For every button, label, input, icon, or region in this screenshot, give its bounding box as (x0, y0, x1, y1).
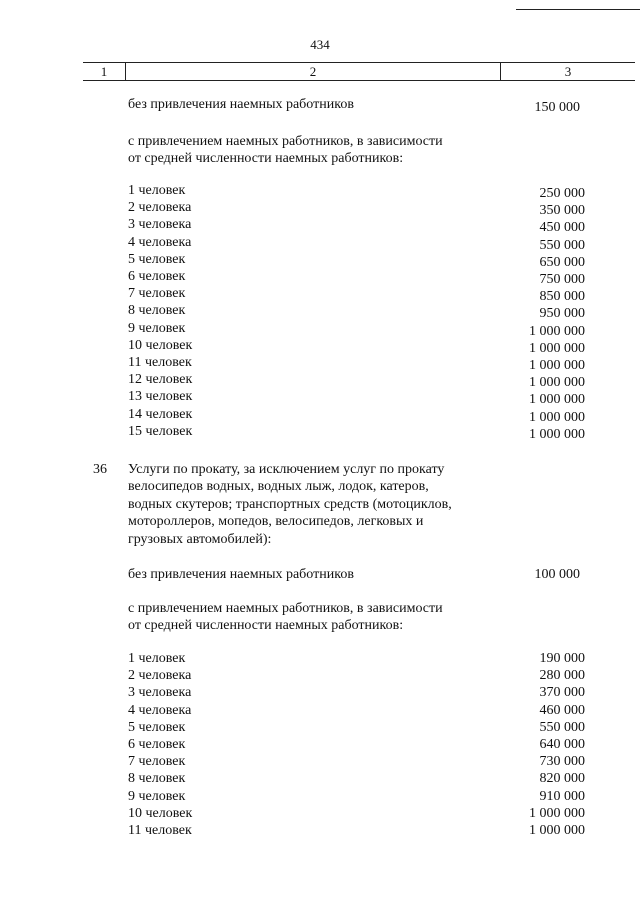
top-rule (516, 9, 640, 10)
row-value: 1 000 000 (529, 375, 585, 391)
row-label: 1 человек (128, 183, 186, 198)
row-label: 9 человек (128, 320, 186, 336)
with-employees-text-line-1: с привлечением наемных работников, в зависимости (128, 601, 443, 616)
row-value: 550 000 (539, 237, 585, 253)
table-header-col-3: 3 (564, 64, 572, 79)
row-value: 1 000 000 (529, 409, 585, 425)
row-value: 190 000 (539, 651, 585, 666)
section-title-line: грузовых автомобилей): (128, 531, 272, 547)
row-value: 350 000 (539, 203, 585, 219)
with-employees-text-line-1: с привлечением наемных работников, в зависимости (128, 134, 443, 149)
row-value: 1 000 000 (529, 805, 585, 821)
row-label: 4 человека (128, 234, 192, 250)
table-header-row (83, 62, 635, 81)
section-number: 36 (93, 462, 107, 477)
table-header-col-1: 1 (83, 63, 126, 80)
row-label: 3 человека (128, 217, 192, 233)
row-value: 370 000 (539, 685, 585, 701)
no-employees-label: без привлечения наемных работников (128, 567, 354, 582)
section-title-line: мотороллеров, мопедов, велосипедов, легковых и (128, 514, 424, 530)
row-value: 1 000 000 (529, 823, 585, 838)
row-value: 1 000 000 (529, 323, 585, 339)
row-value: 640 000 (539, 737, 585, 752)
row-value: 1 000 000 (529, 392, 585, 408)
row-label: 5 человек (128, 251, 186, 267)
row-value: 850 000 (539, 289, 585, 305)
row-value: 1 000 000 (529, 340, 585, 356)
row-value: 650 000 (539, 254, 585, 270)
row-value: 730 000 (539, 754, 585, 770)
row-label: 8 человек (128, 303, 186, 319)
row-label: 7 человек (128, 754, 186, 770)
row-value: 1 000 000 (529, 358, 585, 373)
row-label: 12 человек (128, 372, 193, 388)
row-label: 2 человека (128, 668, 192, 684)
no-employees-value: 150 000 (534, 100, 580, 115)
row-label: 10 человек (128, 805, 193, 821)
with-employees-text-line-2: от средней численности наемных работников: (128, 618, 404, 633)
row-label: 11 человек (128, 355, 192, 370)
with-employees-text-line-2: от средней численности наемных работников: (128, 151, 404, 166)
row-label: 13 человек (128, 389, 193, 405)
no-employees-value: 100 000 (534, 567, 580, 582)
row-label: 8 человек (128, 771, 186, 787)
row-label: 9 человек (128, 788, 186, 804)
row-label: 2 человека (128, 200, 192, 216)
row-value: 750 000 (539, 272, 585, 287)
page-number: 434 (310, 37, 330, 52)
table-header-col-2: 2 (126, 63, 501, 80)
row-value: 1 000 000 (529, 426, 585, 442)
row-label: 6 человек (128, 269, 186, 284)
row-label: 1 человек (128, 651, 186, 666)
row-value: 910 000 (539, 788, 585, 804)
section-title-line: велосипедов водных, водных лыж, лодок, катеров, (128, 479, 429, 495)
row-label: 5 человек (128, 719, 186, 735)
row-label: 10 человек (128, 337, 193, 353)
row-label: 14 человек (128, 406, 193, 422)
section-title-line: водных скутеров; транспортных средств (мотоциклов, (128, 496, 452, 512)
row-value: 820 000 (539, 771, 585, 787)
row-label: 6 человек (128, 737, 186, 752)
row-value: 450 000 (539, 220, 585, 236)
row-label: 4 человека (128, 702, 192, 718)
row-value: 460 000 (539, 702, 585, 718)
section-title-line: Услуги по прокату, за исключением услуг по прокату (128, 462, 445, 477)
row-label: 15 человек (128, 423, 193, 439)
row-label: 3 человека (128, 685, 192, 701)
no-employees-label: без привлечения наемных работников (128, 97, 354, 112)
row-value: 550 000 (539, 719, 585, 735)
row-label: 7 человек (128, 286, 186, 302)
row-value: 950 000 (539, 306, 585, 322)
row-label: 11 человек (128, 823, 192, 838)
row-value: 280 000 (539, 668, 585, 684)
row-value: 250 000 (539, 186, 585, 201)
